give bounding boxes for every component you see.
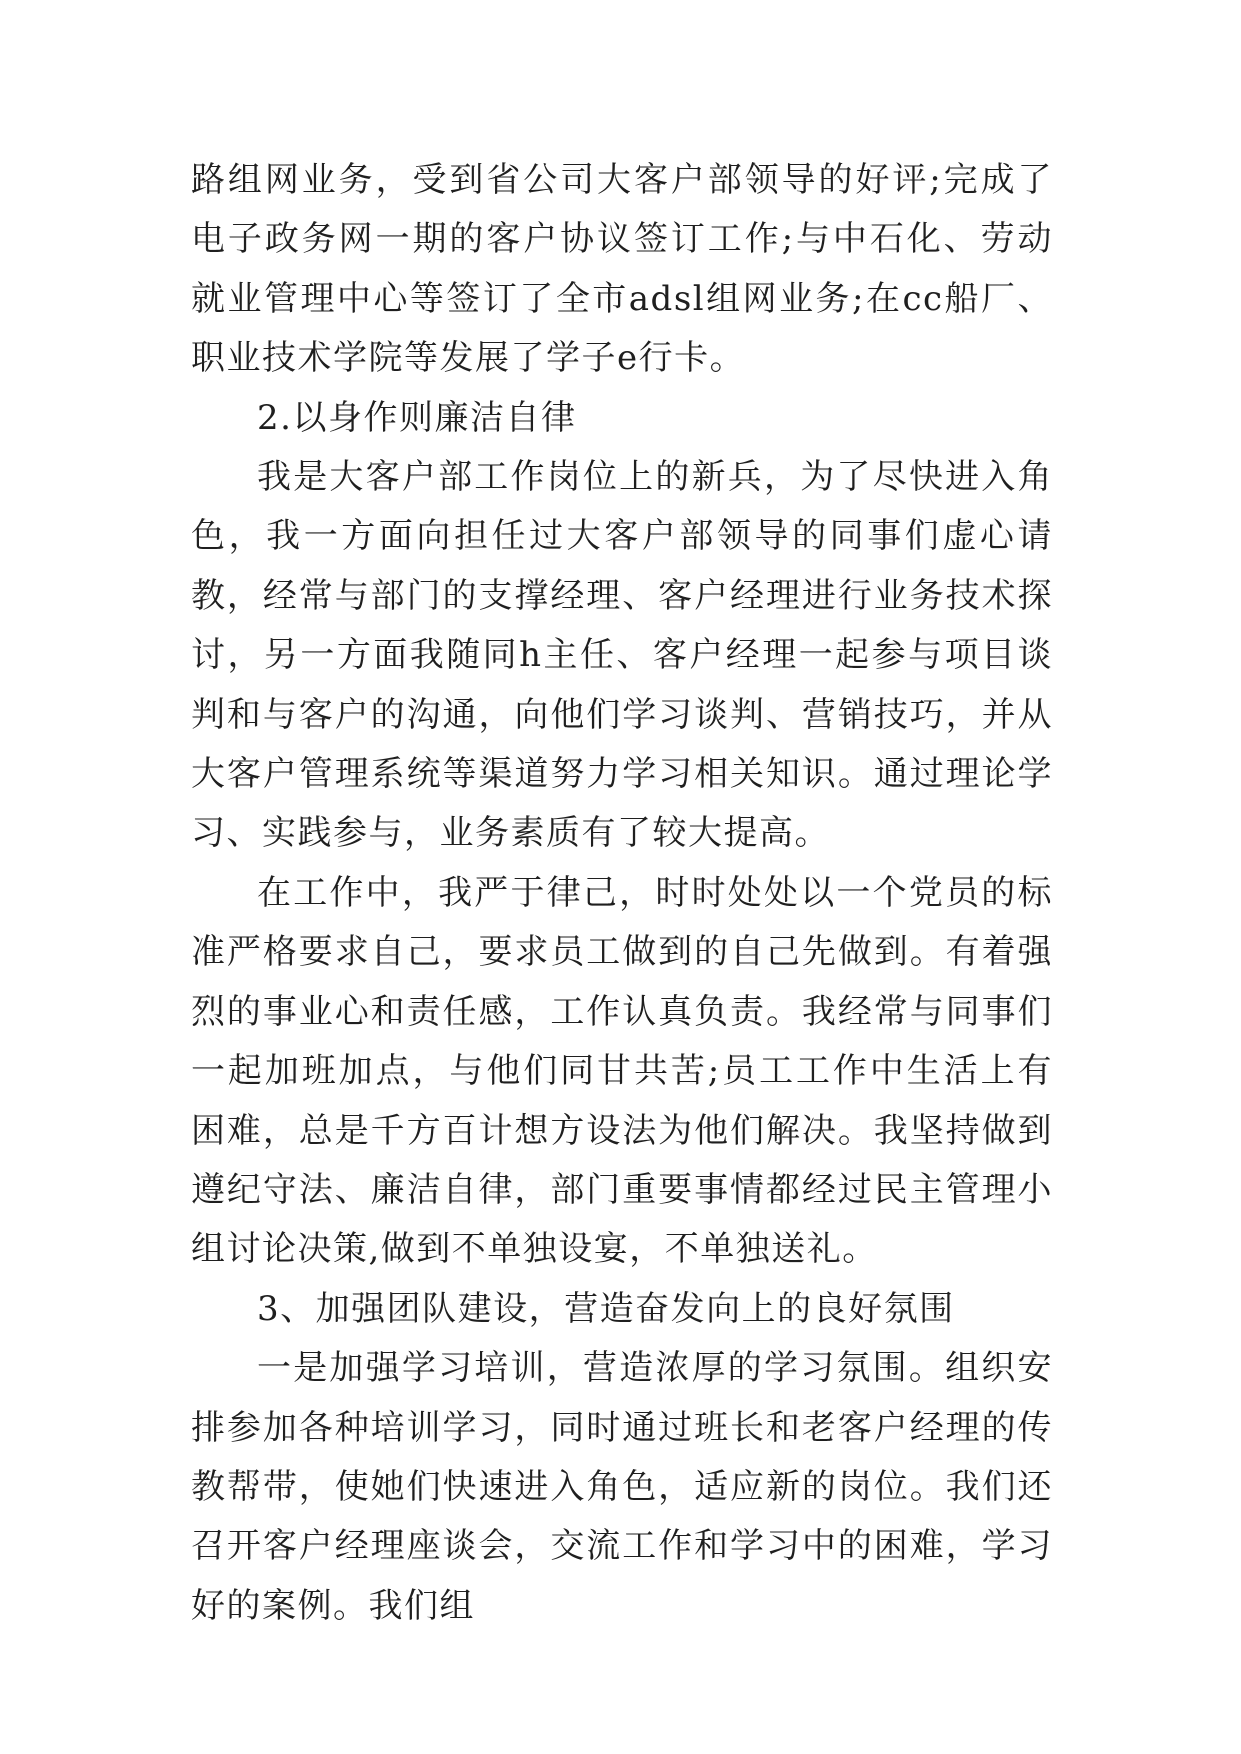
paragraph-continuation: 路组网业务，受到省公司大客户部领导的好评;完成了电子政务网一期的客户协议签订工作;与中石化、劳动就业管理中心等签订了全市adsl组网业务;在cc船厂、职业技术学院等发展了学子e行卡。	[191, 160, 1053, 379]
paragraph-training: 一是加强学习培训，营造浓厚的学习氛围。组织安排参加各种培训学习，同时通过班长和老客户经理的传教帮带，使她们快速进入角色，适应新的岗位。我们还召开客户经理座谈会，交流工作和学习中的困难，学习好的案例。我们组	[191, 1348, 1053, 1626]
document-body	[191, 151, 1053, 1636]
paragraph-learning: 我是大客户部工作岗位上的新兵，为了尽快进入角色，我一方面向担任过大客户部领导的同事们虚心请教，经常与部门的支撑经理、客户经理进行业务技术探讨，另一方面我随同h主任、客户经理一起参与项目谈判和与客户的沟通，向他们学习谈判、营销技巧，并从大客户管理系统等渠道努力学习相关知识。通过理论学习、实践参与，业务素质有了较大提高。	[191, 457, 1053, 854]
heading-team-building: 3、加强团队建设，营造奋发向上的良好氛围	[257, 1288, 955, 1329]
heading-integrity: 2.以身作则廉洁自律	[257, 397, 577, 438]
paragraph-self-discipline: 在工作中，我严于律己，时时处处以一个党员的标准严格要求自己，要求员工做到的自己先做到。有着强烈的事业心和责任感，工作认真负责。我经常与同事们一起加班加点，与他们同甘共苦;员工工作中生活上有困难，总是千方百计想方设法为他们解决。我坚持做到遵纪守法、廉洁自律，部门重要事情都经过民主管理小组讨论决策,做到不单独设宴，不单独送礼。	[191, 872, 1053, 1270]
